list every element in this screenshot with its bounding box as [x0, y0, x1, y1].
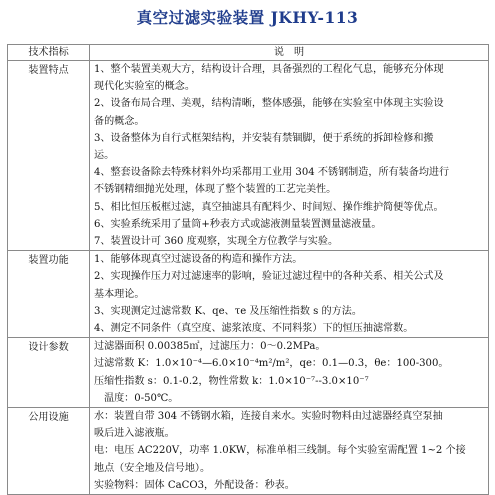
text-line: 不锈钢精细抛光处理，体现了整个装置的工艺完美性。 — [94, 184, 337, 196]
row-content-functions — [90, 251, 489, 338]
row-label-functions: 装置功能 — [8, 251, 90, 338]
text-line: 运。 — [94, 150, 115, 162]
text-line: 水：装置自带 304 不锈钢水箱，连接自来水。实验时物料由过滤器经真空泵抽 — [94, 411, 443, 423]
text-line: 2、实现操作压力对过滤速率的影响，验证过滤过程中的各种关系、相关公式及 — [94, 271, 444, 283]
text-line: 1、整个装置美观大方，结构设计合理，具备强烈的工程化气息，能够充分体现 — [94, 64, 444, 75]
text-line: 实验物料：固体 CaCO3，外配设备：秒表。 — [94, 479, 295, 491]
text-line: 基本理论。 — [94, 288, 145, 300]
text-line: 现代化实验室的概念。 — [94, 81, 195, 93]
header-spec: 技术指标 — [8, 45, 90, 61]
table-row — [8, 338, 489, 408]
text-line: 备的概念。 — [94, 115, 145, 127]
text-line: 温度：0-50℃。 — [104, 392, 179, 404]
text-line: 过滤常数 K：1.0×10⁻⁴—6.0×10⁻⁴m²/m²，qe：0.1—0.3，θe：100-300。 — [94, 358, 449, 370]
spec-table — [7, 44, 489, 495]
row-label-parameters: 设计参数 — [8, 338, 90, 408]
table-row — [8, 251, 489, 338]
table-row — [8, 408, 489, 495]
text-line: 1、能够体现真空过滤设备的构造和操作方法。 — [94, 254, 303, 266]
text-line: 吸后进入滤液瓶。 — [94, 428, 175, 440]
row-label-utilities: 公用设施 — [8, 408, 90, 495]
text-line: 地点（安全地及信号地）。 — [94, 462, 211, 474]
text-line: 压缩性指数 s：0.1-0.2，物性常数 k：1.0×10⁻⁷--3.0×10⁻⁷ — [94, 375, 369, 387]
text-line: 5、相比恒压板框过滤，真空抽滤具有配料少、时间短、操作维护简便等优点。 — [94, 201, 444, 213]
table-header-row — [8, 45, 489, 61]
row-content-parameters — [90, 338, 489, 408]
text-line: 7、装置设计可 360 度观察，实现全方位教学与实验。 — [94, 236, 339, 248]
page-title: 真空过滤实验装置 JKHY-113 — [136, 8, 359, 27]
text-line: 3、设备整体为自行式框架结构，并安装有禁锢脚，便于系统的拆卸检修和搬 — [94, 132, 434, 144]
text-line: 4、整套设备除去特殊材料外均采都用工业用 304 不锈钢制造，所有装备均进行 — [94, 167, 450, 179]
row-content-utilities — [90, 408, 489, 495]
text-line: 2、设备布局合理、美观，结构清晰，整体感强，能够在实验室中体现主实验设 — [94, 98, 444, 110]
text-line: 6、实验系统采用了量筒+秒表方式或滤液测量装置测量滤液量。 — [94, 218, 382, 230]
row-label-features: 装置特点 — [8, 61, 90, 251]
table-row — [8, 61, 489, 251]
text-line: 3、实现测定过滤常数 K、qe、τe 及压缩性指数 s 的方法。 — [94, 305, 362, 317]
text-line: 过滤器面积 0.00385㎡，过滤压力：0～0.2MPa。 — [94, 341, 326, 353]
text-line: 电：电压 AC220V，功率 1.0KW，标准单相三线制。每个实验室需配置 1~2 个接 — [94, 445, 466, 457]
text-line: 4、测定不同条件（真空度、滤浆浓度、不同料浆）下的恒压抽滤常数。 — [94, 323, 414, 335]
header-description: 说 明 — [90, 45, 489, 61]
row-content-features — [90, 61, 489, 251]
